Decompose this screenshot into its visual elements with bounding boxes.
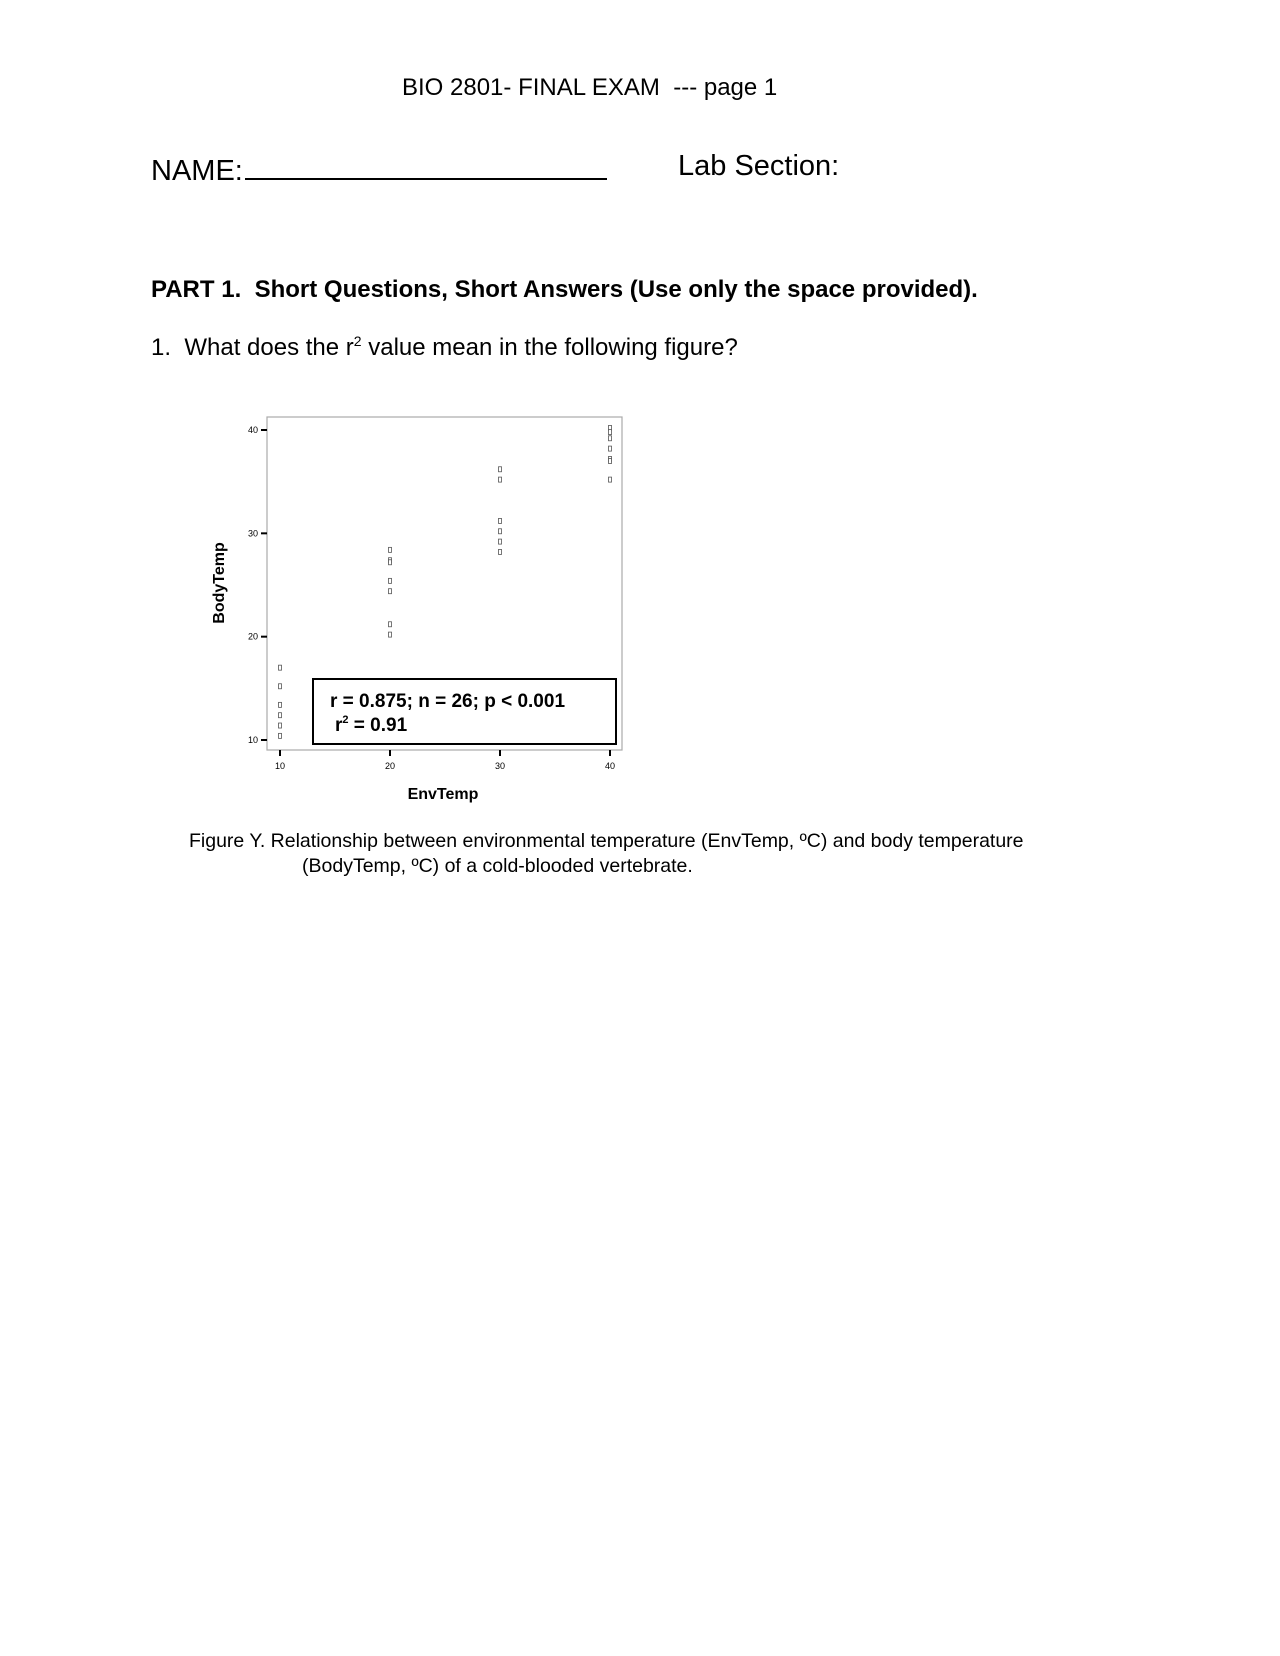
exam-header: BIO 2801- FINAL EXAM --- page 1 (402, 74, 778, 101)
y-axis-label: BodyTemp (211, 542, 228, 624)
name-blank-line[interactable] (245, 150, 607, 180)
name-field (151, 150, 607, 188)
data-point (279, 723, 282, 728)
x-tick-label-10: 10 (274, 761, 286, 771)
data-point (279, 733, 282, 738)
question-1 (151, 333, 738, 362)
data-point (609, 430, 612, 435)
stats-line-1: r = 0.875; n = 26; p < 0.001 (330, 691, 566, 712)
stats-r-sup: 2 (342, 714, 349, 726)
data-point (609, 436, 612, 441)
y-tick-label-10: 10 (247, 735, 258, 745)
data-point (499, 518, 502, 523)
data-point (609, 446, 612, 451)
data-point (279, 702, 282, 707)
scatter-figure (200, 408, 640, 818)
data-point (389, 560, 392, 565)
stats-box (313, 679, 616, 744)
data-point (389, 547, 392, 552)
data-point (499, 529, 502, 534)
data-point (279, 684, 282, 689)
lab-section-label: Lab Section: (678, 150, 840, 182)
name-label: NAME: (151, 155, 243, 187)
data-point (609, 459, 612, 464)
caption-line-2: (BodyTemp, ºC) of a cold-blooded vertebrate. (302, 855, 693, 877)
x-tick-label-40: 40 (604, 761, 616, 771)
y-tick-label-30: 30 (247, 528, 258, 539)
x-tick-label-20: 20 (384, 761, 396, 771)
y-tick-label-20: 20 (247, 631, 258, 642)
data-point (279, 665, 282, 670)
stats-r: r (335, 715, 343, 736)
data-point (389, 632, 392, 637)
part-heading: PART 1. Short Questions, Short Answers (Use only the space provided). (151, 276, 978, 303)
x-tick-label-30: 30 (494, 761, 506, 771)
y-tick-label-40: 40 (247, 425, 258, 435)
data-point (499, 467, 502, 472)
data-point (499, 477, 502, 482)
caption-line-1: Figure Y. Relationship between environmental temperature (EnvTemp, ºC) and body temperature (189, 830, 1024, 852)
data-point (389, 622, 392, 627)
question-superscript: 2 (353, 333, 362, 349)
data-point (499, 539, 502, 544)
data-point (389, 589, 392, 594)
data-point (609, 477, 612, 482)
data-point (389, 578, 392, 583)
stats-r2-value: = 0.91 (348, 715, 408, 736)
x-axis-label: EnvTemp (407, 786, 479, 803)
question-text-before: What does the r (184, 334, 354, 361)
figure-caption (189, 829, 1024, 879)
question-text-after: value mean in the following figure? (361, 334, 738, 361)
question-number: 1. (151, 334, 172, 361)
data-point (279, 713, 282, 718)
data-point (499, 549, 502, 554)
scatter-chart (200, 408, 640, 818)
